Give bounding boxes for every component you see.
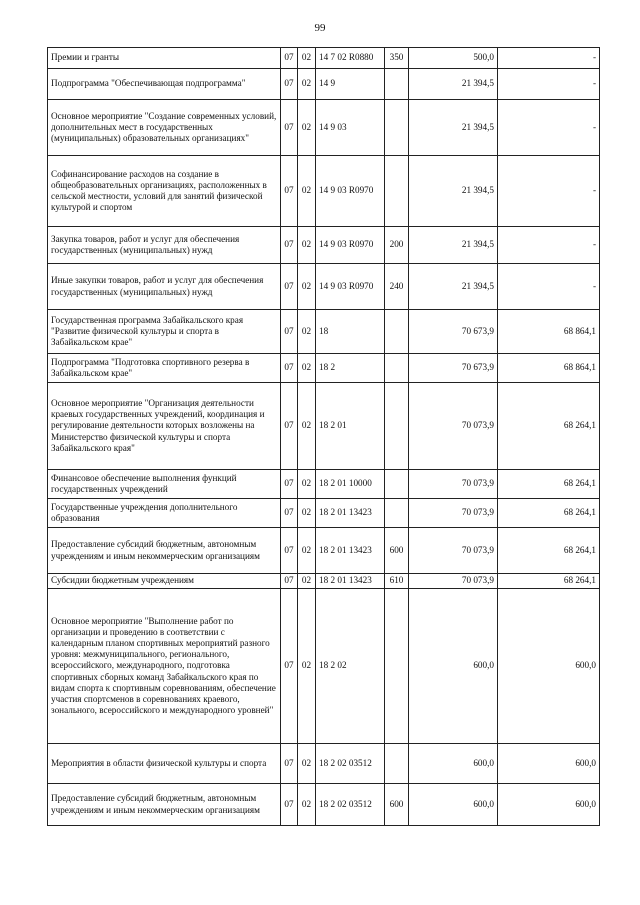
row-amount-2: 600,0: [498, 784, 600, 826]
table-row: [48, 499, 600, 528]
row-name-cell: Предоставление субсидий бюджетным, автономным учреждениям и иным некоммерческим организациям: [48, 784, 281, 826]
table-row: [48, 227, 600, 264]
row-target-code: 18 2 02 03512: [316, 744, 385, 784]
row-section-code: 07: [281, 156, 298, 227]
row-subsection-code: 02: [298, 528, 316, 574]
row-subsection-code: 02: [298, 310, 316, 354]
table-row: [48, 574, 600, 589]
row-target-code: 18 2 01 13423: [316, 574, 385, 589]
row-target-code: 18 2 02: [316, 589, 385, 744]
row-subsection-code: 02: [298, 100, 316, 156]
row-name-cell: Государственные учреждения дополнительного образования: [48, 499, 281, 528]
row-name-cell: Мероприятия в области физической культуры и спорта: [48, 744, 281, 784]
table-row: [48, 264, 600, 310]
row-subsection-code: 02: [298, 156, 316, 227]
row-subsection-code: 02: [298, 574, 316, 589]
row-subsection-code: 02: [298, 784, 316, 826]
table-row: [48, 100, 600, 156]
row-amount-1: 21 394,5: [409, 100, 498, 156]
row-subsection-code: 02: [298, 69, 316, 100]
row-expense-type-code: [385, 156, 409, 227]
row-section-code: 07: [281, 499, 298, 528]
row-amount-1: 600,0: [409, 589, 498, 744]
row-target-code: 14 9 03 R0970: [316, 227, 385, 264]
row-amount-2: 68 864,1: [498, 354, 600, 383]
row-expense-type-code: [385, 499, 409, 528]
table-row: [48, 528, 600, 574]
row-name-cell: Субсидии бюджетным учреждениям: [48, 574, 281, 589]
row-name-cell: Иные закупки товаров, работ и услуг для обеспечения государственных (муниципальных) нужд: [48, 264, 281, 310]
row-section-code: 07: [281, 100, 298, 156]
row-amount-2: 68 264,1: [498, 383, 600, 470]
row-expense-type-code: [385, 354, 409, 383]
row-expense-type-code: 600: [385, 528, 409, 574]
table-row: [48, 383, 600, 470]
table-row: [48, 354, 600, 383]
row-subsection-code: 02: [298, 48, 316, 69]
table-body: [48, 48, 600, 826]
row-section-code: 07: [281, 784, 298, 826]
row-subsection-code: 02: [298, 589, 316, 744]
table-row: [48, 784, 600, 826]
table-row: [48, 744, 600, 784]
row-amount-2: 68 864,1: [498, 310, 600, 354]
row-subsection-code: 02: [298, 383, 316, 470]
row-amount-2: 68 264,1: [498, 499, 600, 528]
row-amount-1: 70 673,9: [409, 354, 498, 383]
row-expense-type-code: [385, 69, 409, 100]
row-section-code: 07: [281, 227, 298, 264]
row-target-code: 18 2 02 03512: [316, 784, 385, 826]
row-amount-2: -: [498, 100, 600, 156]
row-amount-1: 70 673,9: [409, 310, 498, 354]
row-section-code: 07: [281, 744, 298, 784]
row-target-code: 14 9 03: [316, 100, 385, 156]
row-amount-2: -: [498, 69, 600, 100]
row-target-code: 18: [316, 310, 385, 354]
row-name-cell: Софинансирование расходов на создание в общеобразовательных организациях, расположенных в сельской местности, условий для занятий физической культурой и спортом: [48, 156, 281, 227]
row-expense-type-code: [385, 100, 409, 156]
row-name-cell: Финансовое обеспечение выполнения функций государственных учреждений: [48, 470, 281, 499]
row-target-code: 18 2 01 10000: [316, 470, 385, 499]
row-target-code: 14 9 03 R0970: [316, 264, 385, 310]
row-amount-2: 68 264,1: [498, 574, 600, 589]
budget-table: [47, 47, 600, 826]
row-target-code: 18 2 01: [316, 383, 385, 470]
row-section-code: 07: [281, 574, 298, 589]
table-row: [48, 310, 600, 354]
table-row: [48, 69, 600, 100]
row-name-cell: Подпрограмма "Подготовка спортивного резерва в Забайкальском крае": [48, 354, 281, 383]
row-expense-type-code: 200: [385, 227, 409, 264]
table-row: [48, 589, 600, 744]
row-section-code: 07: [281, 589, 298, 744]
row-name-cell: Премии и гранты: [48, 48, 281, 69]
row-expense-type-code: 610: [385, 574, 409, 589]
row-target-code: 14 7 02 R0880: [316, 48, 385, 69]
row-amount-1: 600,0: [409, 784, 498, 826]
row-section-code: 07: [281, 383, 298, 470]
row-amount-2: 68 264,1: [498, 528, 600, 574]
row-amount-2: 68 264,1: [498, 470, 600, 499]
row-expense-type-code: 600: [385, 784, 409, 826]
row-amount-1: 70 073,9: [409, 470, 498, 499]
row-amount-1: 21 394,5: [409, 156, 498, 227]
row-target-code: 14 9: [316, 69, 385, 100]
row-amount-1: 21 394,5: [409, 264, 498, 310]
row-target-code: 18 2 01 13423: [316, 499, 385, 528]
row-amount-2: -: [498, 48, 600, 69]
row-expense-type-code: [385, 744, 409, 784]
row-name-cell: Основное мероприятие "Организация деятельности краевых государственных учреждений, координация и регулирование деятельности которых возложены на Министерство физической культуры и спорта Забайкальского края": [48, 383, 281, 470]
row-amount-2: 600,0: [498, 744, 600, 784]
row-amount-1: 70 073,9: [409, 574, 498, 589]
row-subsection-code: 02: [298, 470, 316, 499]
row-expense-type-code: [385, 383, 409, 470]
row-amount-2: -: [498, 227, 600, 264]
row-section-code: 07: [281, 528, 298, 574]
table-row: [48, 48, 600, 69]
row-section-code: 07: [281, 470, 298, 499]
row-subsection-code: 02: [298, 227, 316, 264]
row-subsection-code: 02: [298, 499, 316, 528]
row-amount-1: 70 073,9: [409, 383, 498, 470]
row-name-cell: Основное мероприятие "Выполнение работ по организации и проведению в соответствии с календарным планом спортивных мероприятий разного уровня: межмуниципального, регионального, всероссийского, международного, подготовка спортивных сборных команд Забайкальского края по видам спорта к спортивным соревнованиям, обеспечение участия спортсменов в соревнованиях краевого, зонального, всероссийского и международного уровней": [48, 589, 281, 744]
row-expense-type-code: 240: [385, 264, 409, 310]
row-name-cell: Государственная программа Забайкальского края "Развитие физической культуры и спорта в Забайкальском крае": [48, 310, 281, 354]
row-target-code: 18 2: [316, 354, 385, 383]
row-amount-1: 70 073,9: [409, 528, 498, 574]
row-section-code: 07: [281, 354, 298, 383]
row-amount-1: 70 073,9: [409, 499, 498, 528]
row-section-code: 07: [281, 310, 298, 354]
row-name-cell: Предоставление субсидий бюджетным, автономным учреждениям и иным некоммерческим организациям: [48, 528, 281, 574]
row-target-code: 14 9 03 R0970: [316, 156, 385, 227]
row-name-cell: Подпрограмма "Обеспечивающая подпрограмма": [48, 69, 281, 100]
row-expense-type-code: [385, 589, 409, 744]
row-name-cell: Основное мероприятие "Создание современных условий, дополнительных мест в государственных (муниципальных) образовательных организациях": [48, 100, 281, 156]
row-subsection-code: 02: [298, 264, 316, 310]
page-number: 99: [314, 22, 326, 34]
row-section-code: 07: [281, 48, 298, 69]
row-name-cell: Закупка товаров, работ и услуг для обеспечения государственных (муниципальных) нужд: [48, 227, 281, 264]
row-target-code: 18 2 01 13423: [316, 528, 385, 574]
row-amount-1: 21 394,5: [409, 69, 498, 100]
row-amount-1: 600,0: [409, 744, 498, 784]
table-row: [48, 470, 600, 499]
row-subsection-code: 02: [298, 744, 316, 784]
row-section-code: 07: [281, 69, 298, 100]
row-amount-1: 500,0: [409, 48, 498, 69]
row-expense-type-code: 350: [385, 48, 409, 69]
row-amount-2: -: [498, 264, 600, 310]
row-amount-2: -: [498, 156, 600, 227]
row-amount-2: 600,0: [498, 589, 600, 744]
row-subsection-code: 02: [298, 354, 316, 383]
row-section-code: 07: [281, 264, 298, 310]
row-expense-type-code: [385, 310, 409, 354]
row-amount-1: 21 394,5: [409, 227, 498, 264]
table-row: [48, 156, 600, 227]
row-expense-type-code: [385, 470, 409, 499]
